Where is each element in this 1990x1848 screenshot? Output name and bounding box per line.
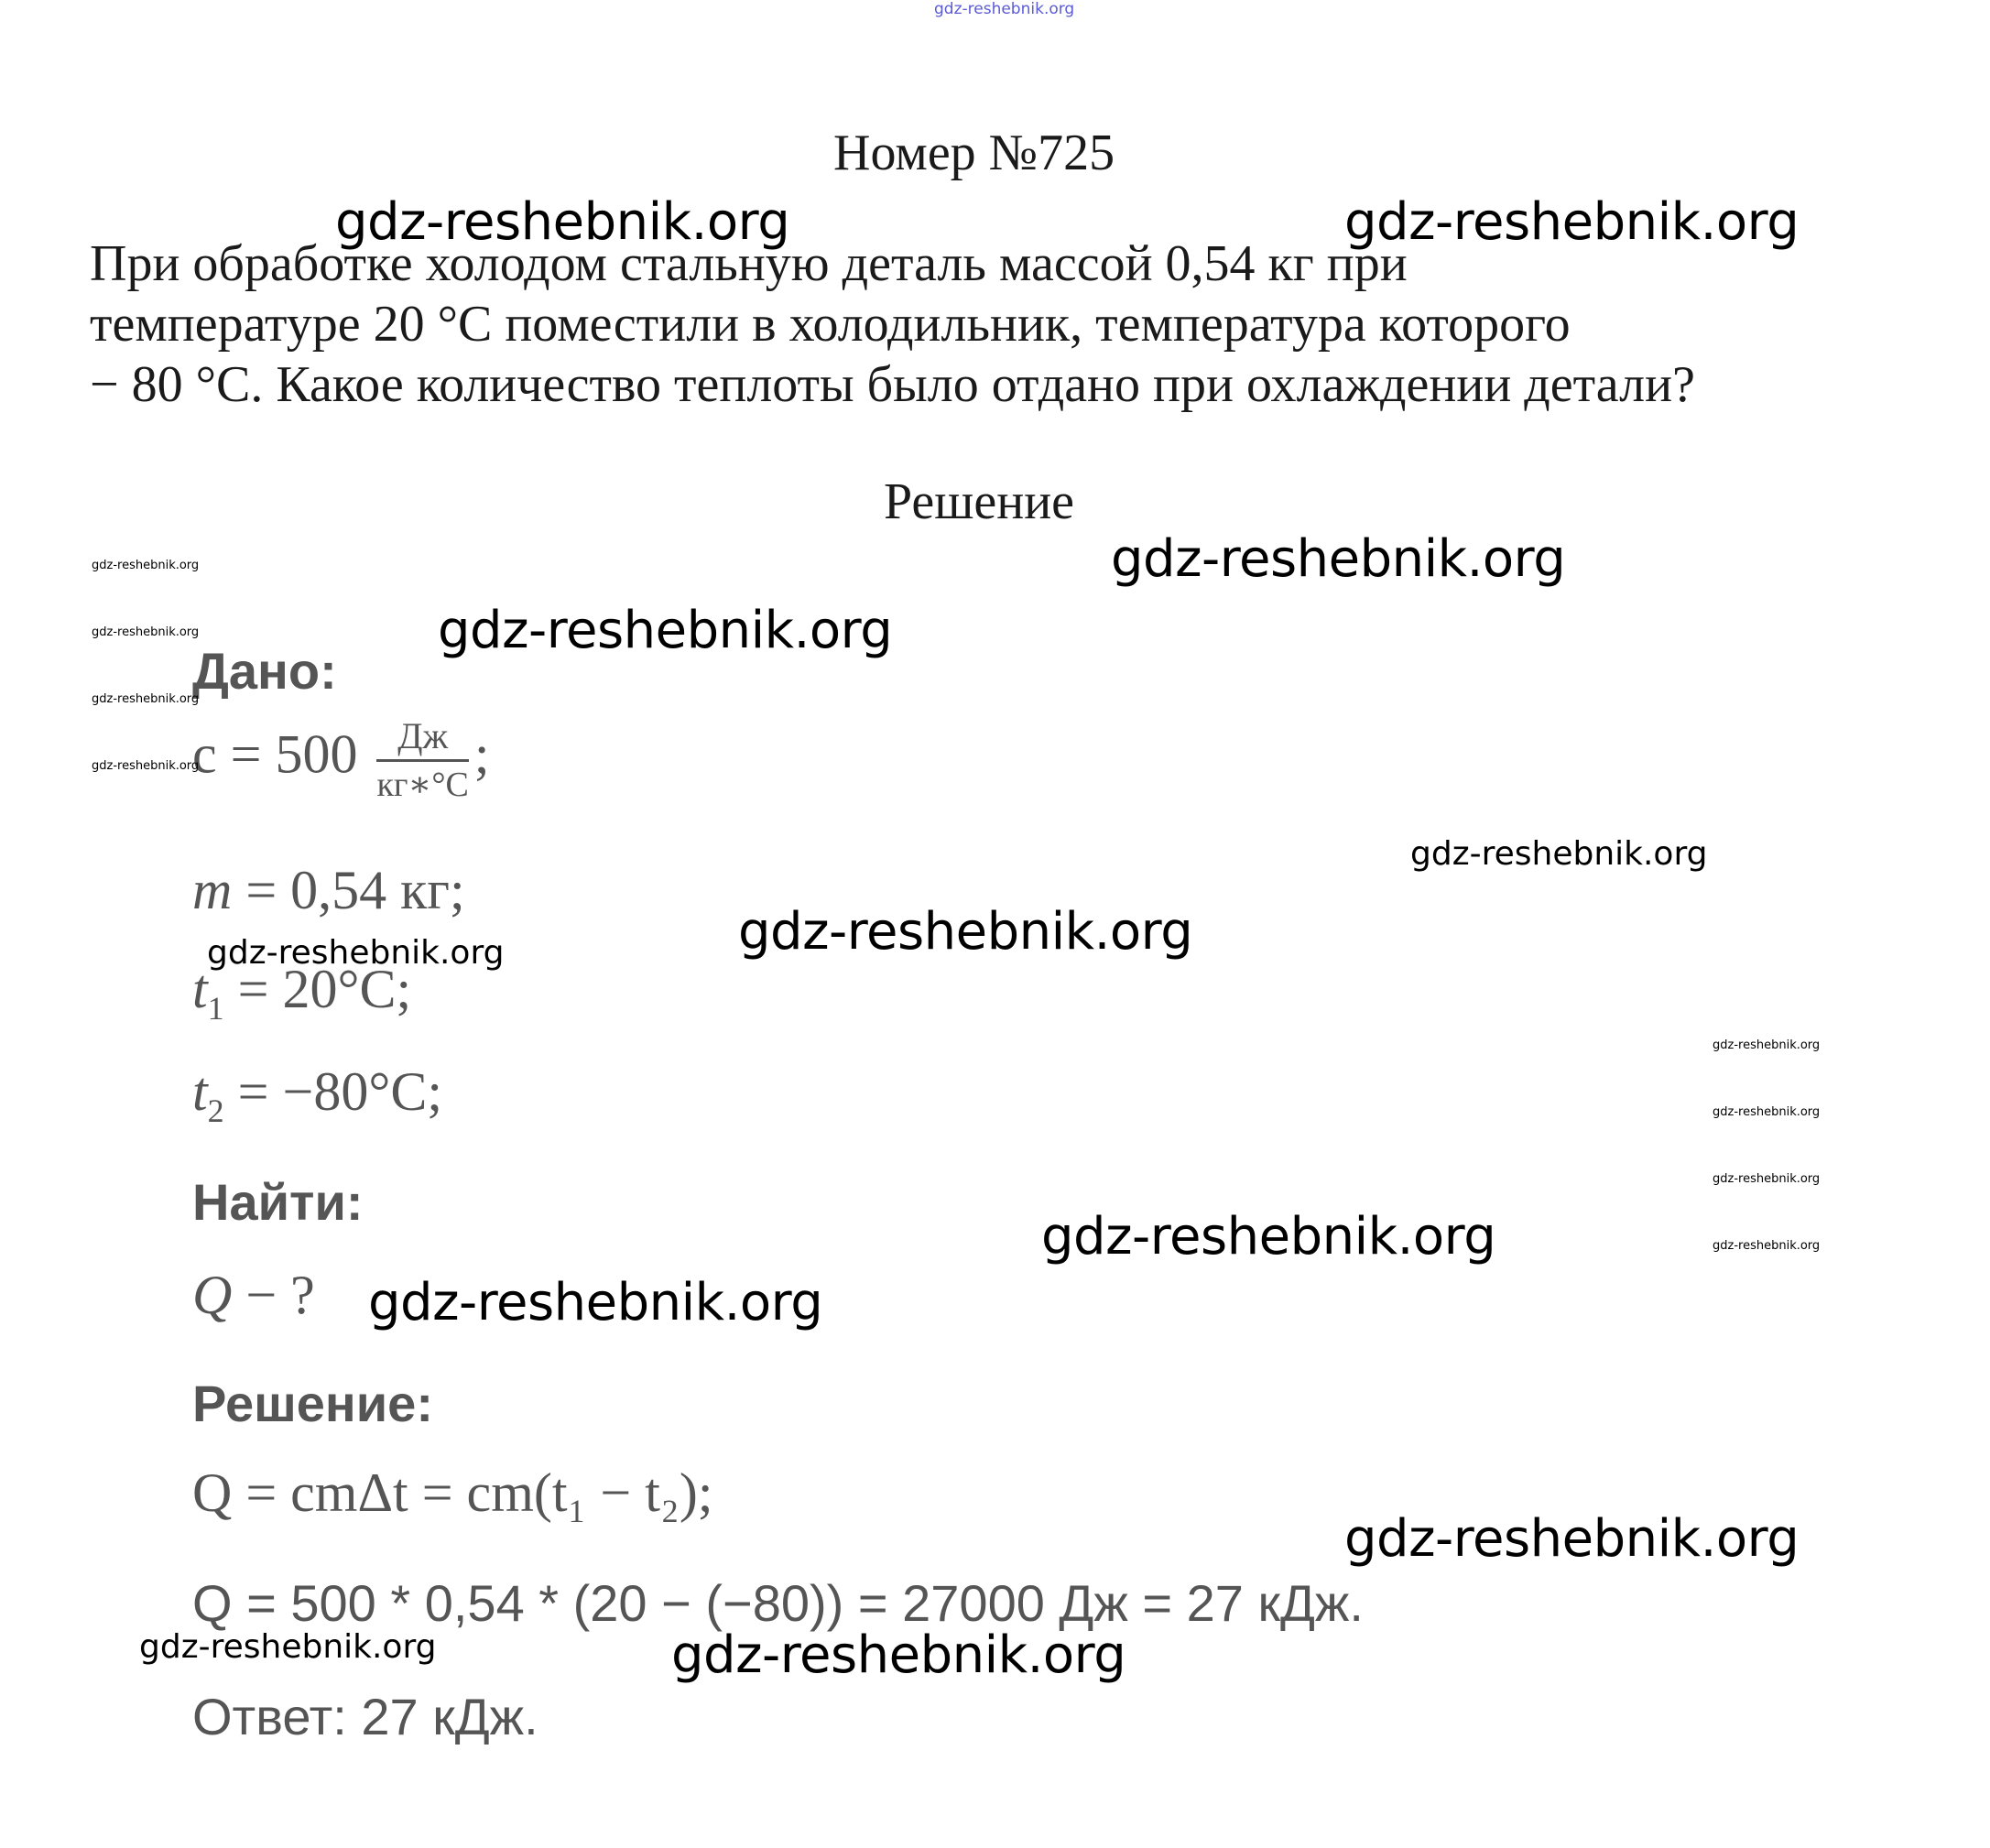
given-c-prefix: c = 500: [192, 723, 358, 785]
watermark: gdz-reshebnik.org: [438, 601, 893, 660]
watermark: gdz-reshebnik.org: [1713, 1172, 1821, 1186]
problem-line-3: − 80 °С. Какое количество теплоты было отдано при охлаждении детали?: [90, 356, 1695, 413]
solution-formula: Q = cmΔt = cm(t₁ − t₂);: [192, 1462, 713, 1523]
find-q: Q − ?: [192, 1265, 315, 1325]
problem-line-1: При обработке холодом стальную деталь массой 0,54 кг при: [90, 235, 1408, 292]
find-label: Найти:: [192, 1173, 364, 1231]
given-m-value: = 0,54 кг;: [245, 860, 465, 920]
given-m: m = 0,54 кг;: [192, 860, 465, 920]
given-t2-value: = −80°С;: [237, 1061, 443, 1122]
watermark: gdz-reshebnik.org: [1410, 835, 1708, 873]
given-c-unit-num: Дж: [376, 714, 468, 762]
watermark: gdz-reshebnik.org: [368, 1273, 823, 1332]
find-q-value: − ?: [245, 1265, 315, 1325]
watermark: gdz-reshebnik.org: [207, 934, 505, 972]
solution-answer: Ответ: 27 кДж.: [192, 1688, 538, 1745]
given-c: [192, 714, 490, 805]
watermark: gdz-reshebnik.org: [1713, 1105, 1821, 1119]
watermark: gdz-reshebnik.org: [92, 625, 200, 639]
watermark: gdz-reshebnik.org: [92, 759, 200, 773]
watermark: gdz-reshebnik.org: [1111, 529, 1566, 589]
given-c-suffix: ;: [473, 723, 490, 785]
given-c-unit-den: кг∗°С: [376, 766, 469, 804]
given-t1: $t_1 = 20^\circ С$;: [192, 959, 412, 1027]
watermark: gdz-reshebnik.org: [1344, 192, 1800, 252]
given-t2: $t_2 = -80^\circ С$;: [192, 1061, 443, 1129]
solution-label: Решение:: [192, 1375, 433, 1432]
watermark: gdz-reshebnik.org: [671, 1625, 1126, 1685]
header-watermark: gdz-reshebnik.org: [934, 0, 1075, 18]
solution-heading: Решение: [884, 473, 1075, 530]
problem-line-2: температуре 20 °С поместили в холодильник, температура которого: [90, 296, 1571, 353]
watermark: gdz-reshebnik.org: [335, 192, 790, 252]
solution-calc: Q = 500 * 0,54 * (20 − (−80)) = 27000 Дж = 27 кДж.: [192, 1574, 1364, 1632]
watermark: gdz-reshebnik.org: [1041, 1207, 1496, 1266]
watermark: gdz-reshebnik.org: [92, 692, 200, 706]
watermark: gdz-reshebnik.org: [139, 1628, 437, 1666]
watermark: gdz-reshebnik.org: [1713, 1038, 1821, 1052]
given-c-unit: [376, 714, 468, 805]
given-t1-value: = 20°С;: [237, 959, 412, 1019]
watermark: gdz-reshebnik.org: [738, 902, 1193, 962]
watermark: gdz-reshebnik.org: [1344, 1509, 1800, 1569]
watermark: gdz-reshebnik.org: [1713, 1239, 1821, 1253]
watermark: gdz-reshebnik.org: [92, 559, 200, 572]
given-label: Дано:: [192, 642, 337, 700]
page-title: Номер №725: [833, 125, 1115, 181]
